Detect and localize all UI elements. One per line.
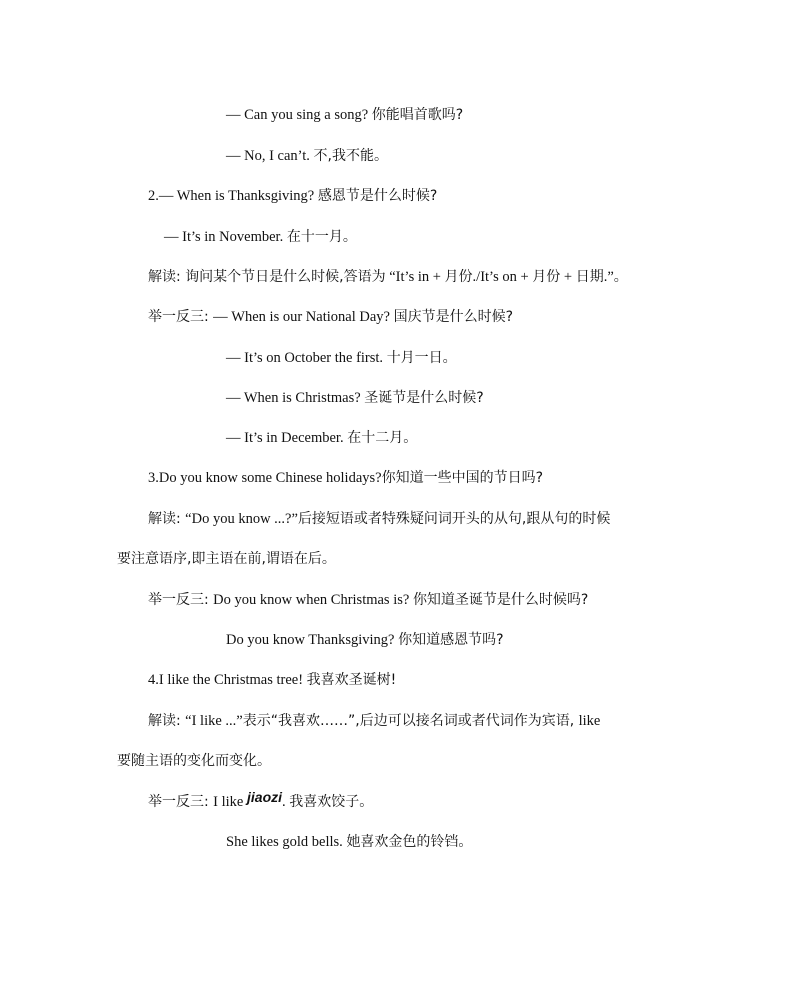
english-text: + <box>560 269 576 285</box>
dialogue-line-sing-answer <box>226 146 388 166</box>
chinese-text: ,后边可以接名词或者代词作为宾语, <box>355 713 579 729</box>
explanation-3 <box>148 509 610 529</box>
example-2-answer <box>164 227 357 247</box>
explanation-4-continued <box>117 751 271 771</box>
chinese-text: 不,我不能。 <box>313 148 388 164</box>
english-text: Do you know Thanksgiving? <box>226 632 399 648</box>
chinese-text: 表示 <box>242 713 271 729</box>
explanation-label: 解读: <box>148 713 186 729</box>
english-text: — When is our National Day? <box>213 309 394 325</box>
english-text: 4.I like the Christmas tree! <box>148 672 307 688</box>
example-4 <box>148 670 396 690</box>
chinese-text: 十月一日。 <box>386 350 457 366</box>
dialogue-line-sing-question <box>226 105 463 125</box>
chinese-text: 我喜欢圣诞树! <box>306 672 397 688</box>
chinese-text: 你知道圣诞节是什么时候吗? <box>412 592 589 608</box>
english-text: — It’s in December. <box>226 430 348 446</box>
practice-label: 举一反三: <box>148 794 214 810</box>
chinese-text: 在十一月。 <box>286 229 357 245</box>
practice-4-jiaozi <box>148 791 373 812</box>
chinese-text: 询问某个节日是什么时候,答语为 <box>185 269 386 285</box>
pinyin-word: jiaozi <box>247 789 283 805</box>
chinese-text: 后接短语或者特殊疑问词开头的从句,跟从句的时候 <box>297 511 611 527</box>
chinese-text: 国庆节是什么时候? <box>393 309 514 325</box>
english-text: — No, I can’t. <box>226 148 314 164</box>
english-text: — When is Christmas? <box>226 390 365 406</box>
explanation-label: 解读: <box>148 511 186 527</box>
chinese-text: 在十二月。 <box>347 430 418 446</box>
explanation-4 <box>148 711 600 731</box>
chinese-text: 月份 <box>532 269 561 285</box>
practice-4-bells <box>226 832 472 852</box>
english-text: .” <box>603 269 614 285</box>
english-text: like <box>578 713 601 729</box>
practice-2-national-day-answer <box>226 348 457 368</box>
english-text: 2.— When is Thanksgiving? <box>148 188 318 204</box>
explanation-label: 解读: <box>148 269 186 285</box>
chinese-text: 圣诞节是什么时候? <box>364 390 484 406</box>
practice-2-christmas-answer <box>226 428 417 448</box>
practice-label: 举一反三: <box>148 592 214 608</box>
chinese-text: “我喜欢……” <box>270 713 356 729</box>
chinese-text: 要注意语序,即主语在前,谓语在后。 <box>117 551 336 567</box>
chinese-text: 月份 <box>444 269 473 285</box>
english-text: ./It’s on + <box>472 269 533 285</box>
chinese-text: 你能唱首歌吗? <box>371 107 464 123</box>
practice-2-national-day <box>148 307 513 327</box>
english-text: “I like ...” <box>185 713 243 729</box>
chinese-text: 感恩节是什么时候? <box>317 188 438 204</box>
example-2-question <box>148 186 437 206</box>
english-text: — It’s on October the first. <box>226 350 387 366</box>
practice-3-thanksgiving <box>226 630 504 650</box>
chinese-text: 。 <box>613 269 628 285</box>
english-text: — Can you sing a song? <box>226 107 372 123</box>
explanation-3-continued <box>117 549 336 569</box>
explanation-2 <box>148 267 628 287</box>
chinese-text: 她喜欢金色的铃铛。 <box>346 834 473 850</box>
english-text: “It’s in + <box>385 269 445 285</box>
english-text: She likes gold bells. <box>226 834 347 850</box>
english-text: . <box>282 794 290 810</box>
english-text: Do you know when Christmas is? <box>213 592 413 608</box>
practice-3-christmas <box>148 590 588 610</box>
practice-label: 举一反三: <box>148 309 214 325</box>
chinese-text: 日期 <box>575 269 604 285</box>
english-text: “Do you know ...?” <box>185 511 298 527</box>
english-text: I like <box>213 794 247 810</box>
english-text: — It’s in November. <box>164 229 287 245</box>
example-3 <box>148 468 543 488</box>
chinese-text: 你知道一些中国的节日吗? <box>381 470 544 486</box>
chinese-text: 你知道感恩节吗? <box>398 632 504 648</box>
chinese-text: 要随主语的变化而变化。 <box>117 753 271 769</box>
chinese-text: 我喜欢饺子。 <box>289 794 374 810</box>
practice-2-christmas <box>226 388 484 408</box>
english-text: 3.Do you know some Chinese holidays? <box>148 470 382 486</box>
